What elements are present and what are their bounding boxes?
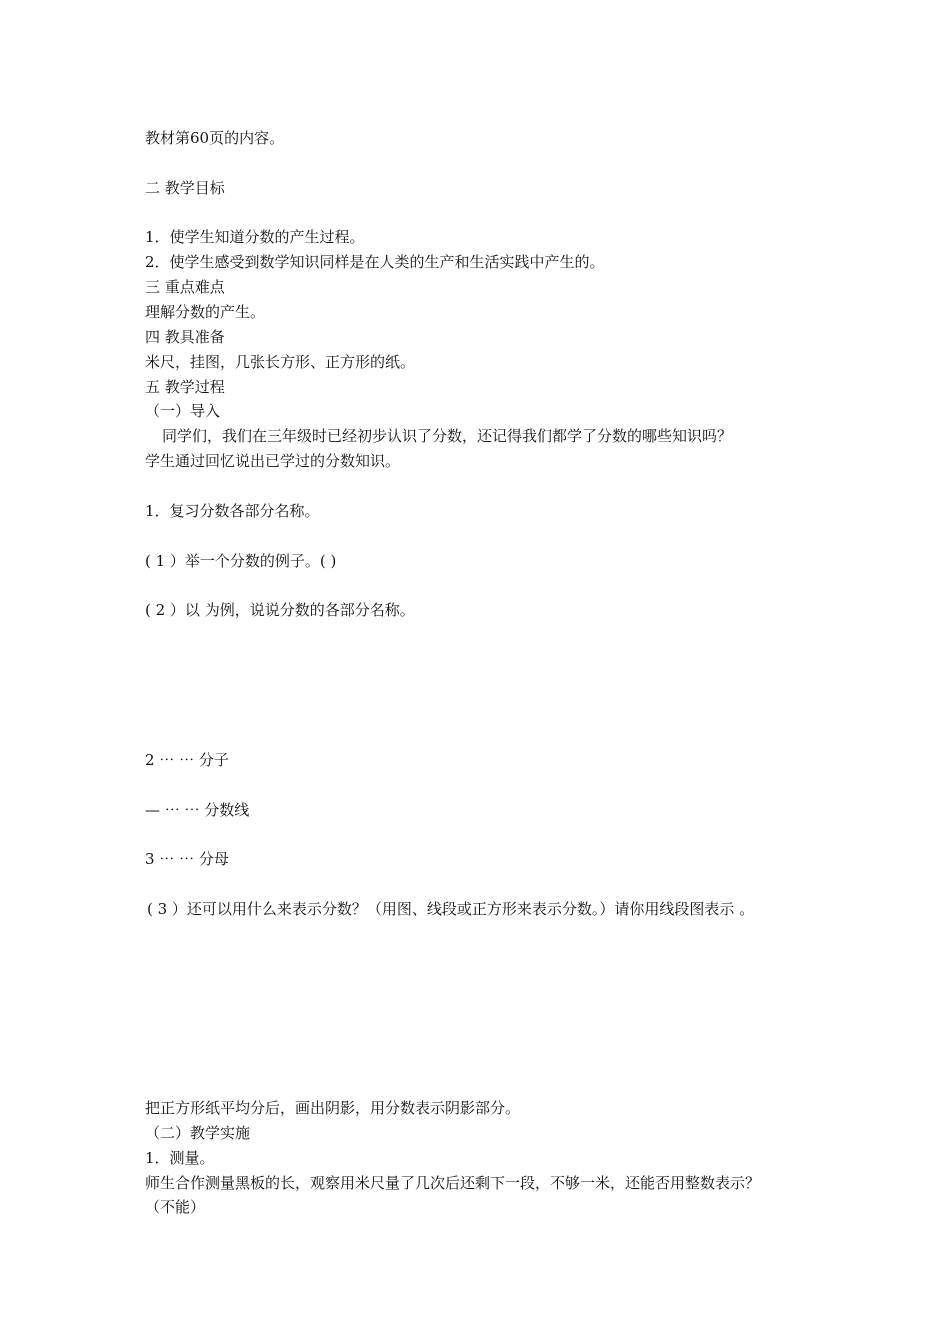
- section-heading: 二 教学目标: [145, 179, 225, 197]
- section-heading: 三 重点难点: [145, 278, 225, 296]
- list-item: 2．使学生感受到数学知识同样是在人类的生产和生活实践中产生的。: [145, 253, 605, 271]
- list-item: ( 2 ）以 为例，说说分数的各部分名称。: [145, 601, 415, 619]
- text-line: 理解分数的产生。: [145, 303, 266, 321]
- section-heading: 五 教学过程: [145, 378, 225, 396]
- list-item: 1．复习分数各部分名称。: [145, 502, 320, 520]
- fraction-bar-label: — ⋯ ⋯ 分数线: [145, 801, 250, 819]
- fraction-numerator-label: 2 ⋯ ⋯ 分子: [145, 751, 229, 769]
- subsection-heading: （二）教学实施: [145, 1124, 251, 1142]
- text-line: 教材第60页的内容。: [145, 129, 285, 147]
- section-heading: 四 教具准备: [145, 328, 225, 346]
- paragraph-line: 师生合作测量黑板的长，观察用米尺量了几次后还剩下一段，不够一米，还能否用整数表示？: [145, 1174, 761, 1192]
- list-item: 1．使学生知道分数的产生过程。: [145, 228, 365, 246]
- paragraph-line: 把正方形纸平均分后，画出阴影，用分数表示阴影部分。: [145, 1099, 521, 1117]
- text-line: 米尺，挂图，几张长方形、正方形的纸。: [145, 353, 416, 371]
- list-item: ( 3 ）还可以用什么来表示分数？（用图、线段或正方形来表示分数。）请你用线段图表示 。: [147, 900, 755, 918]
- fraction-denominator-label: 3 ⋯ ⋯ 分母: [145, 850, 229, 868]
- subsection-heading: （一）导入: [145, 402, 221, 420]
- paragraph-line: 学生通过回忆说出已学过的分数知识。: [145, 452, 401, 470]
- paragraph-line: 同学们，我们在三年级时已经初步认识了分数，还记得我们都学了分数的哪些知识吗？: [162, 427, 733, 445]
- list-item: 1．测量。: [145, 1149, 215, 1167]
- list-item: ( 1 ）举一个分数的例子。( ): [145, 552, 337, 570]
- paragraph-line: （不能）: [145, 1198, 206, 1216]
